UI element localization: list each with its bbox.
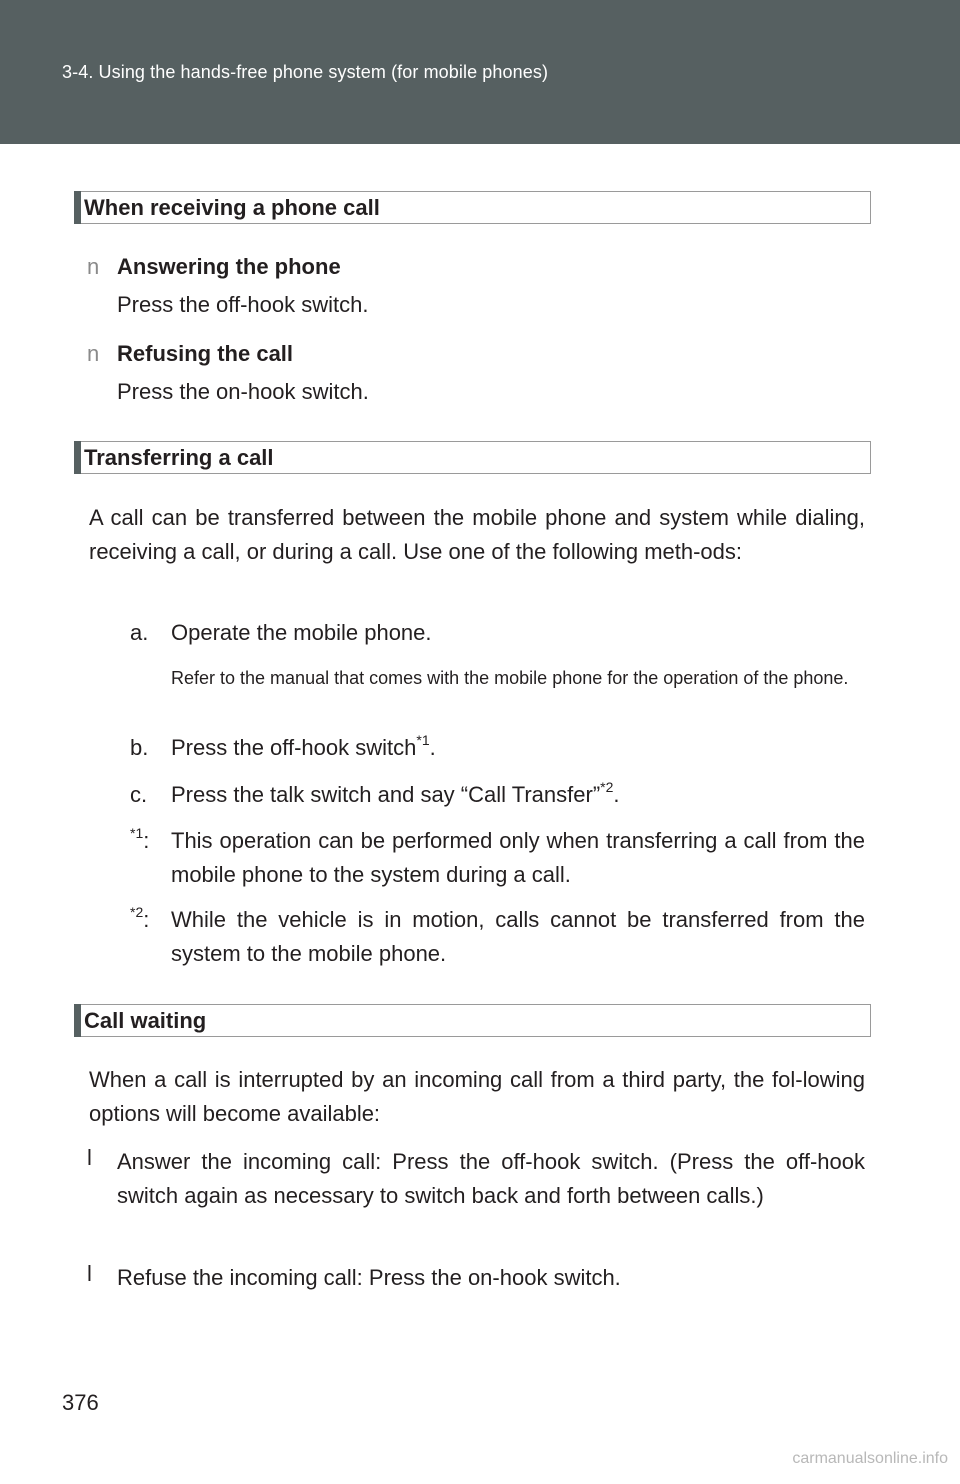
method-text: Operate the mobile phone. (171, 620, 432, 645)
transfer-intro: A call can be transferred between the mobile phone and system while dialing, receiving a call, or during a call. Use one of the following meth-ods: (89, 505, 865, 564)
page-header (0, 0, 960, 144)
section-header-transferring (74, 441, 871, 474)
section-header-waiting (74, 1004, 871, 1037)
section-accent (74, 1004, 81, 1037)
section-header-receiving (74, 191, 871, 224)
footnote-text: This operation can be performed only when transferring a call from the mobile phone to the system during a call. (171, 828, 865, 887)
bullet-icon: l (87, 1145, 92, 1170)
square-bullet-icon: n (87, 341, 100, 366)
refusing-text: Press the on-hook switch. (117, 379, 369, 404)
footnote-text: While the vehicle is in motion, calls cannot be transferred from the system to the mobile phone. (171, 907, 865, 966)
page-number: 376 (62, 1390, 99, 1415)
section-title: When receiving a phone call (84, 195, 380, 220)
method-letter: a. (130, 620, 149, 645)
bullet-icon: l (87, 1261, 92, 1286)
chapter-title: 3-4. Using the hands-free phone system (for mobile phones) (62, 62, 549, 82)
option-text: Answer the incoming call: Press the off-hook switch. (Press the off-hook switch again as necessary to switch back and forth between calls.) (117, 1149, 865, 1208)
method-letter: b. (130, 735, 149, 760)
section-title: Transferring a call (84, 445, 274, 470)
footnote-mark: $^{*2}$: (130, 903, 150, 932)
section-title: Call waiting (84, 1008, 207, 1033)
method-letter: c. (130, 782, 148, 807)
footnote-ref: *1 (416, 731, 430, 748)
method-text: Press the talk switch and say “Call Transfer”$^{*2}$. (171, 778, 620, 807)
footnote-mark: $^{*1}$: (130, 824, 150, 853)
subheading-answering: Answering the phone (117, 254, 341, 279)
method-note: Refer to the manual that comes with the mobile phone for the operation of the phone. (171, 668, 849, 688)
section-accent (74, 441, 81, 474)
option-text: Refuse the incoming call: Press the on-hook switch. (117, 1265, 621, 1290)
waiting-intro: When a call is interrupted by an incoming call from a third party, the fol-lowing options will become available: (89, 1067, 865, 1126)
section-accent (74, 191, 81, 224)
method-text: Press the off-hook switch$^{*1}$. (171, 731, 436, 760)
footnote-ref: *2 (600, 778, 614, 795)
subheading-refusing: Refusing the call (117, 341, 294, 366)
watermark: carmanualsonline.info (792, 1450, 948, 1467)
answering-text: Press the off-hook switch. (117, 292, 369, 317)
square-bullet-icon: n (87, 254, 100, 279)
